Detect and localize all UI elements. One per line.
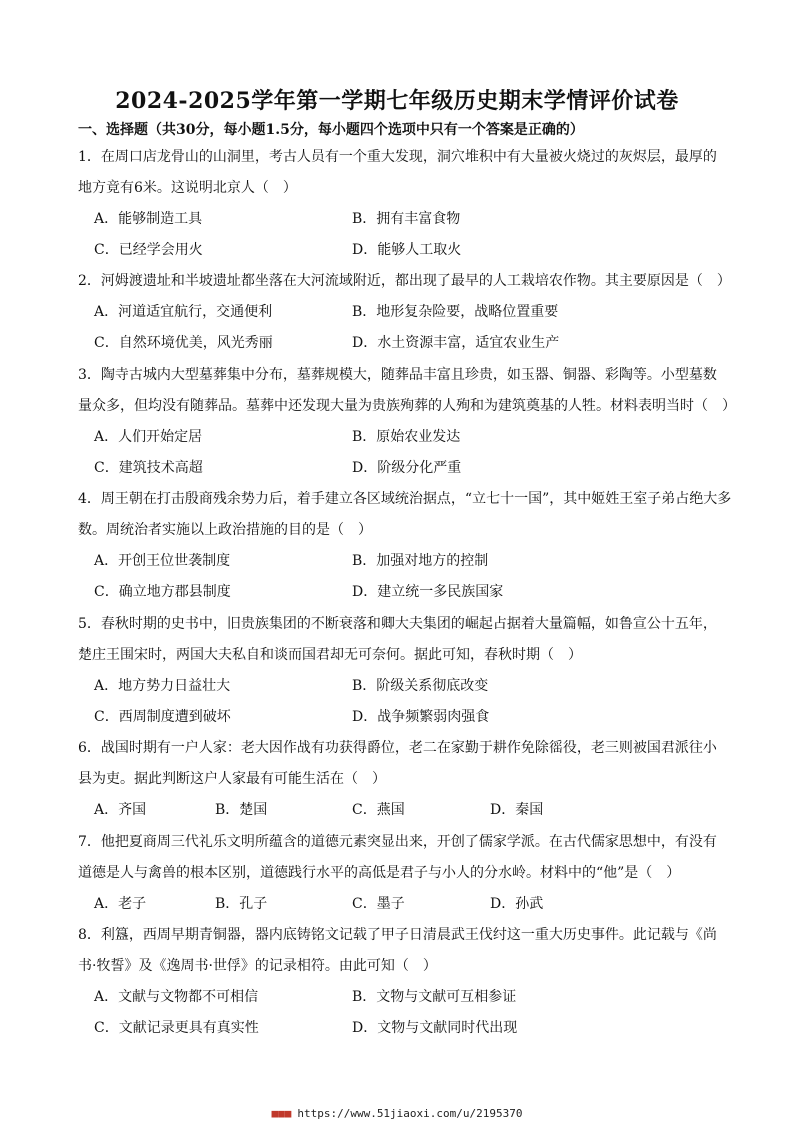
question-4-option-c[interactable]: C．确立地方郡县制度 [94, 584, 231, 600]
question-1-option-b[interactable]: B．拥有丰富食物 [352, 211, 461, 227]
question-1-option-d[interactable]: D．能够人工取火 [352, 242, 462, 258]
page-title: 2024-2025学年第一学期七年级历史期末学情评价试卷 [115, 88, 679, 114]
section-heading: 一、选择题（共30分，每小题1.5分，每小题四个选项中只有一个答案是正确的） [78, 122, 584, 138]
question-7-option-d[interactable]: D．孙武 [490, 896, 544, 912]
question-7-option-a[interactable]: A．老子 [94, 896, 147, 912]
question-8-line-1: 8．利簋，西周早期青铜器，器内底铸铭文记载了甲子日清晨武王伐纣这一重大历史事件。此记载与《尚 [78, 927, 717, 943]
footer [0, 1107, 794, 1120]
question-5-option-c[interactable]: C．西周制度遭到破坏 [94, 709, 231, 725]
question-6-option-d[interactable]: D．秦国 [490, 802, 544, 818]
question-8-option-c[interactable]: C．文献记录更具有真实性 [94, 1020, 259, 1036]
question-1-option-a[interactable]: A．能够制造工具 [94, 211, 203, 227]
question-6-option-c[interactable]: C．燕国 [352, 802, 405, 818]
question-1-line-2: 地方竟有6米。这说明北京人（ ） [78, 180, 297, 196]
question-4-line-1: 4．周王朝在打击殷商残余势力后，着手建立各区域统治据点，“立七十一国”，其中姬姓王室子弟占绝大多 [78, 491, 732, 507]
question-6-option-b[interactable]: B．楚国 [215, 802, 268, 818]
question-3-option-c[interactable]: C．建筑技术高超 [94, 460, 203, 476]
question-5-option-b[interactable]: B．阶级关系彻底改变 [352, 678, 489, 694]
question-7-line-1: 7．他把夏商周三代礼乐文明所蕴含的道德元素突显出来，开创了儒家学派。在古代儒家思想中，有没有 [78, 834, 717, 850]
question-2-option-c[interactable]: C．自然环境优美，风光秀丽 [94, 335, 273, 351]
question-3-option-a[interactable]: A．人们开始定居 [94, 429, 203, 445]
question-8-line-2: 书·牧誓》及《逸周书·世俘》的记录相符。由此可知（ ） [78, 958, 437, 974]
question-6-line-1: 6．战国时期有一户人家：老大因作战有功获得爵位，老二在家勤于耕作免除徭役，老三则被国君派往小 [78, 740, 717, 756]
question-4-option-b[interactable]: B．加强对地方的控制 [352, 553, 489, 569]
question-2-line-1: 2．河姆渡遗址和半坡遗址都坐落在大河流域附近，都出现了最早的人工栽培农作物。其主要原因是（ ） [78, 273, 731, 289]
question-5-line-1: 5．春秋时期的史书中，旧贵族集团的不断衰落和卿大夫集团的崛起占据着大量篇幅，如鲁宣公十五年， [78, 616, 717, 632]
question-1-option-c[interactable]: C．已经学会用火 [94, 242, 203, 258]
footer-url[interactable]: https://www.51jiaoxi.com/u/2195370 [297, 1107, 523, 1120]
question-8-option-a[interactable]: A．文献与文物都不可相信 [94, 989, 259, 1005]
question-3-option-b[interactable]: B．原始农业发达 [352, 429, 461, 445]
question-4-option-a[interactable]: A．开创王位世袭制度 [94, 553, 231, 569]
question-7-line-2: 道德是人与禽兽的根本区别，道德践行水平的高低是君子与小人的分水岭。材料中的“他”是（ ） [78, 865, 681, 881]
question-3-option-d[interactable]: D．阶级分化严重 [352, 460, 462, 476]
question-7-option-c[interactable]: C．墨子 [352, 896, 405, 912]
question-3-line-1: 3．陶寺古城内大型墓葬集中分布，墓葬规模大，随葬品丰富且珍贵，如玉器、铜器、彩陶等。小型墓数 [78, 367, 717, 383]
question-7-option-b[interactable]: B．孔子 [215, 896, 268, 912]
question-2-option-d[interactable]: D．水土资源丰富，适宜农业生产 [352, 335, 560, 351]
question-4-line-2: 数。周统治者实施以上政治措施的目的是（ ） [78, 522, 372, 538]
question-2-option-b[interactable]: B．地形复杂险要，战略位置重要 [352, 304, 559, 320]
question-6-line-2: 县为吏。据此判断这户人家最有可能生活在（ ） [78, 771, 386, 787]
question-4-option-d[interactable]: D．建立统一多民族国家 [352, 584, 504, 600]
footer-logo: ■■■ [271, 1107, 292, 1120]
question-8-option-b[interactable]: B．文物与文献可互相参证 [352, 989, 517, 1005]
question-6-option-a[interactable]: A．齐国 [94, 802, 147, 818]
question-5-option-a[interactable]: A．地方势力日益壮大 [94, 678, 231, 694]
question-2-option-a[interactable]: A．河道适宜航行，交通便利 [94, 304, 273, 320]
question-3-line-2: 量众多，但均没有随葬品。墓葬中还发现大量为贵族殉葬的人殉和为建筑奠基的人牲。材料表明当时（ ） [78, 398, 736, 414]
question-1-line-1: 1．在周口店龙骨山的山洞里，考古人员有一个重大发现，洞穴堆积中有大量被火烧过的灰烬层，最厚的 [78, 149, 717, 165]
question-5-line-2: 楚庄王围宋时，两国大夫私自和谈而国君却无可奈何。据此可知，春秋时期（ ） [78, 647, 582, 663]
question-8-option-d[interactable]: D．文物与文献同时代出现 [352, 1020, 518, 1036]
question-5-option-d[interactable]: D．战争频繁弱肉强食 [352, 709, 490, 725]
